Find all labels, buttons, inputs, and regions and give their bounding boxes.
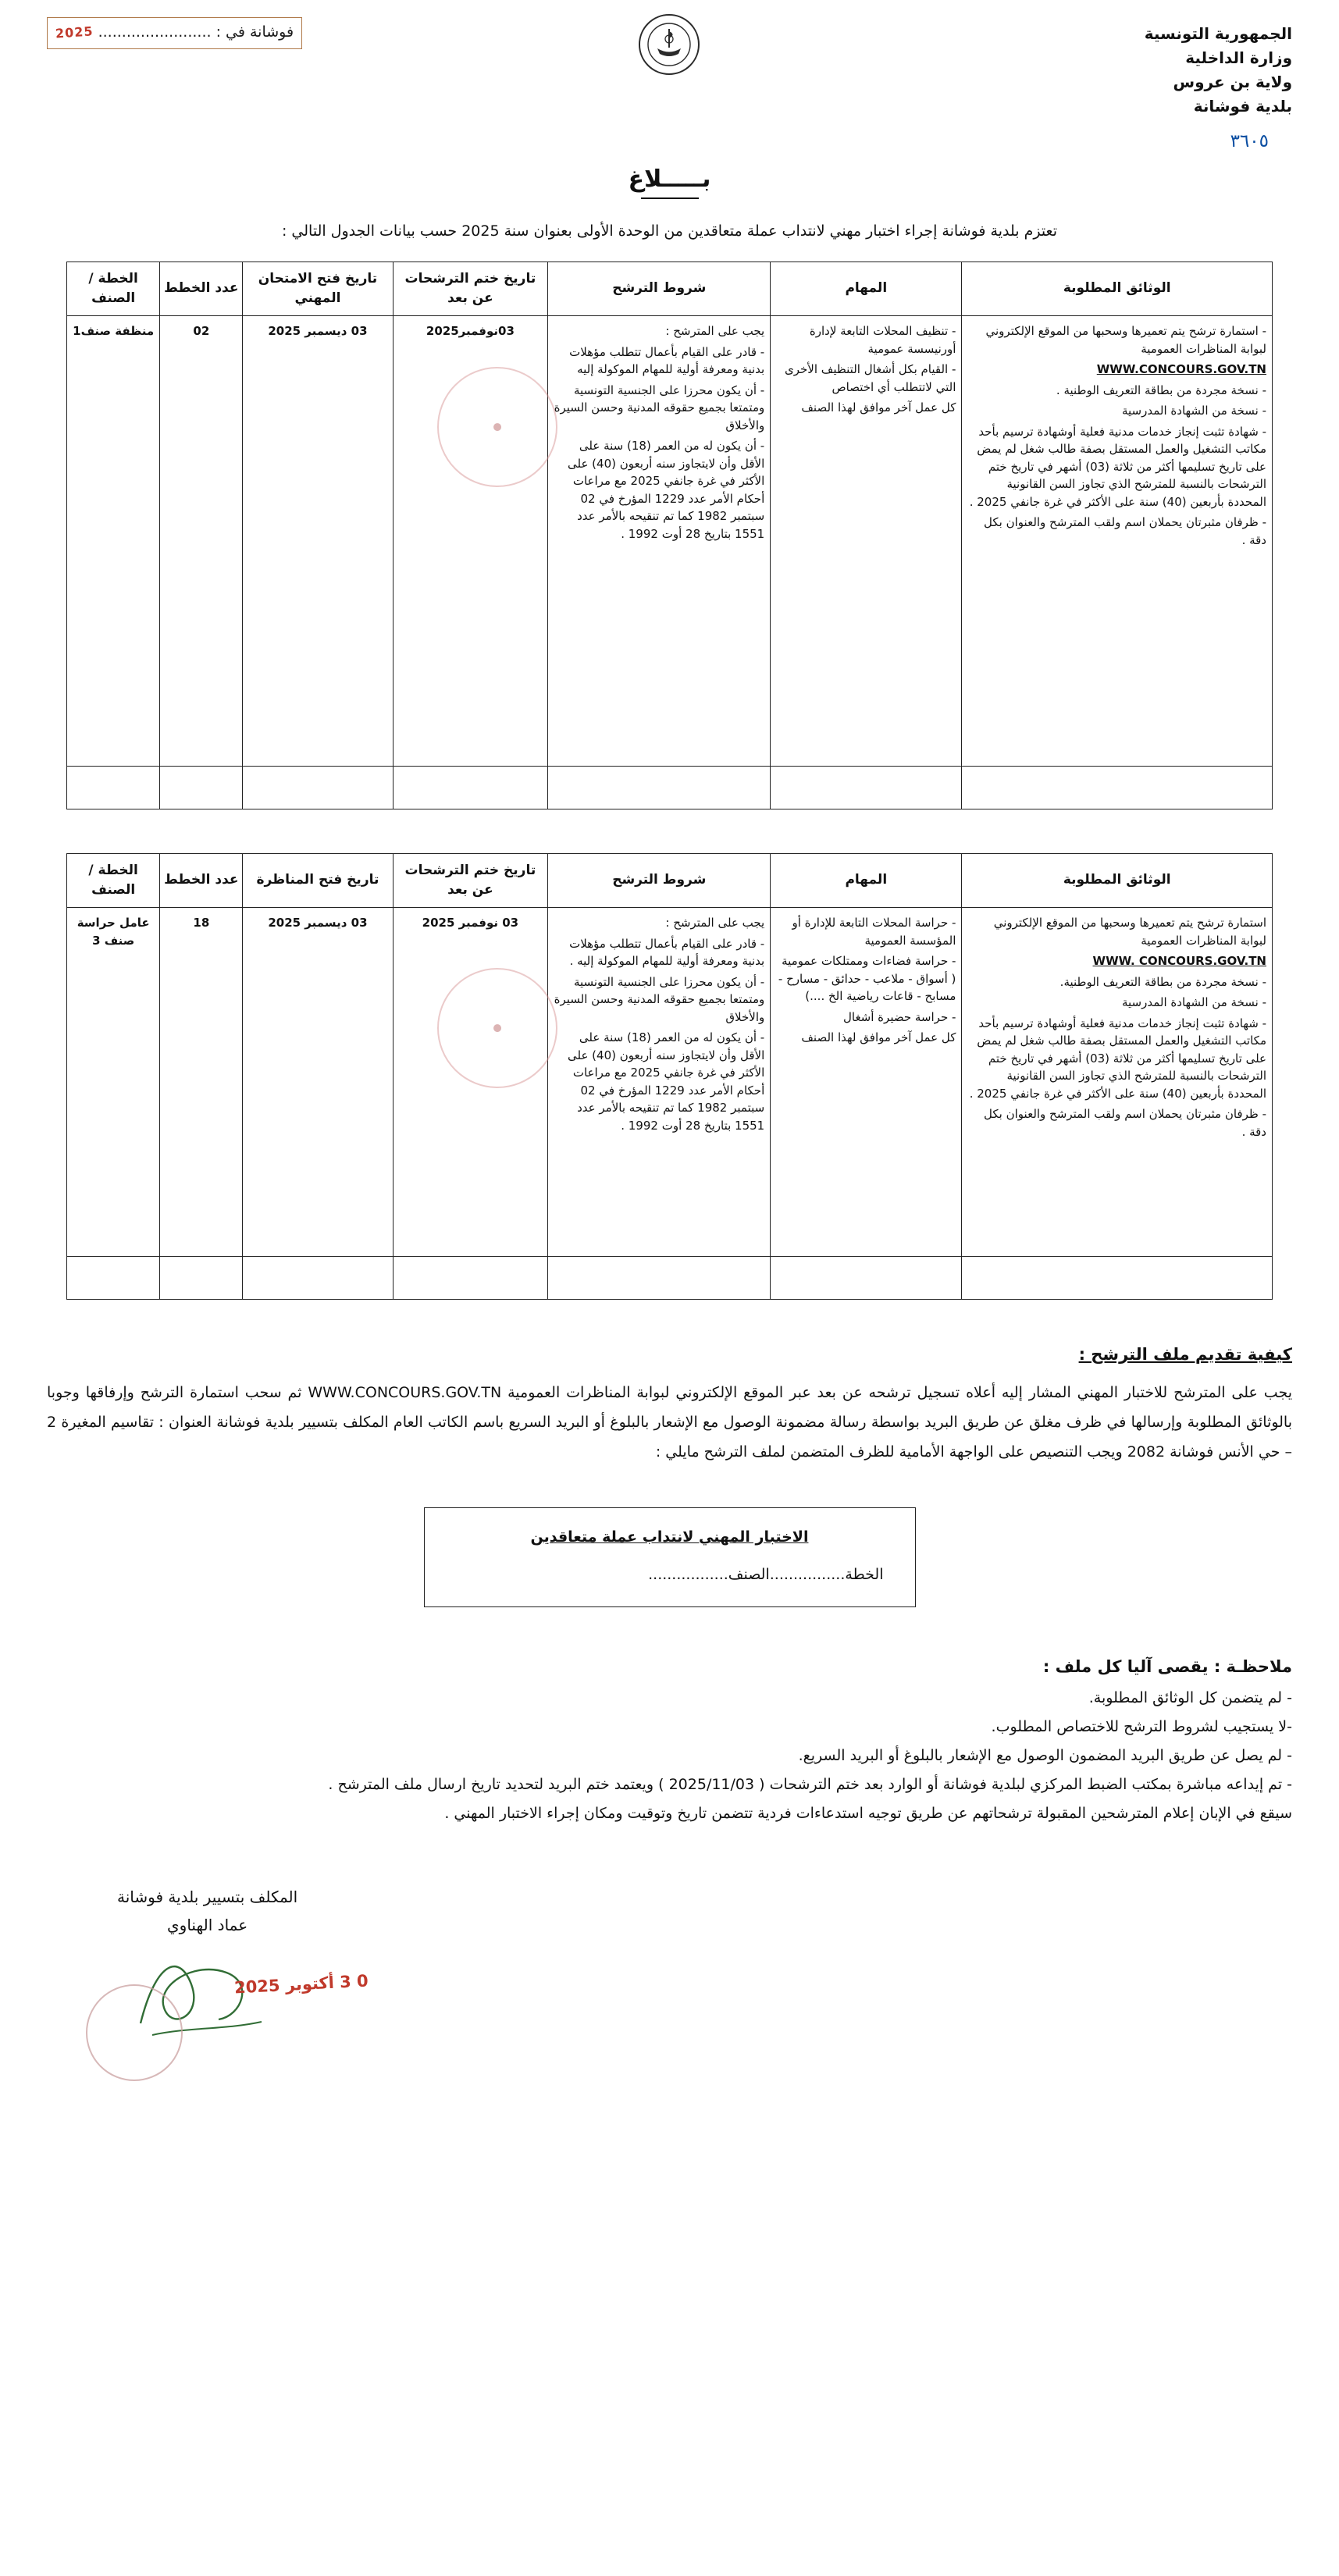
place-date-label: فوشانة في : ........................ [98,23,294,41]
table-row [67,316,1273,767]
th-close-date: تاريخ ختم الترشحات عن بعد [393,854,548,908]
governorate-line: ولاية بن عروس [1173,73,1292,91]
cell-missions [771,908,962,1257]
doc-item: - ظرفان مثبرتان يحملان اسم ولقب المترشح والعنوان بكل دقة . [984,1107,1266,1139]
mission-item: - حراسة حضيرة أشغال [842,1009,956,1024]
doc-item: - استمارة ترشح يتم تعميرها وسحبها من الموقع الإلكتروني لبوابة المناظرات العمومية [985,324,1266,356]
condition-item: - أن يكون محرزا على الجنسية التونسية ومتمتعا بجميع حقوقه المدنية وحسن السيرة والأخلاق [554,382,765,432]
cell-conditions [548,316,771,767]
seal-caption: ● [493,1022,502,1034]
envelope-fields [448,1566,892,1583]
how-to-apply-section [0,1345,1339,1467]
envelope-format-box [424,1507,916,1607]
note-item: سيقع في الإبان إعلام المترشحين المقبولة ترشحاتهم عن طريق توجيه استدعاءات فردية تتضمن تاريخ وتوقيت ومكان إجراء الاختبار المهني . [444,1805,1292,1823]
empty-cell [67,1257,160,1300]
table-1-wrapper [0,262,1339,809]
cell-missions [771,316,962,767]
cell-close-date: 03 نوفمبر 2025 [393,908,548,1257]
empty-cell [393,767,548,809]
doc-item: - شهادة تثبت إنجاز خدمات مدنية فعلية أوشهادة ترسيم بأحد مكاتب التشغيل والعمل المستقل بصفة طالب شغل لم يمض على تاريخ تسليمها أكثر من ثلاثة (03) أشهر في تاريخ ختم الترشحات بالنسبة للمترشح الذي تجاوز السن القانونية المحددة بأربعين (40) سنة على الأكثر في غرة جانفي 2025 . [969,424,1266,509]
doc-item: - نسخة مجردة من بطاقة التعريف الوطنية. [1059,974,1266,989]
condition-item: - قادر على القيام بأعمال تتطلب مؤهلات بدنية ومعرفة أولية للمهام الموكولة إليه . [569,936,765,968]
empty-cell [962,1257,1273,1300]
vacancy-table-2 [66,853,1273,1300]
doc-item: - نسخة من الشهادة المدرسية [1121,995,1266,1009]
th-conditions: شروط الترشح [548,854,771,908]
condition-item: - أن يكون محرزا على الجنسية التونسية ومتمتعا بجميع حقوقه المدنية وحسن السيرة والأخلاق [554,974,765,1024]
tables-gap [0,809,1339,853]
condition-item: - أن يكون له من العمر (18) سنة على الأقل وأن لايتجاوز سنه أربعون (40) على الأكثر في غرة جانفي 2025 مع مراعات أحكام الأمر عدد 1229 المؤرخ في 02 سبتمبر 1982 كما تم تنقيحه بالأمر عدد 1551 بتاريخ 28 أوت 1992 . [568,1030,765,1133]
doc-item: - شهادة تثبت إنجاز خدمات مدنية فعلية أوشهادة ترسيم بأحد مكاتب التشغيل والعمل المستقل بصفة طالب شغل لم يمض على تاريخ تسليمها أكثر من ثلاثة (03) أشهر في تاريخ ختم الترشحات بالنسبة للمترشح الذي تجاوز السن القانونية المحددة بأربعين (40) سنة على الأكثر في غرة جانفي 2025 . [969,1016,1266,1101]
handwritten-date: 2025 [55,23,94,41]
doc-item: - نسخة من الشهادة المدرسية [1121,404,1266,418]
condition-item: يجب على المترشح : [665,324,765,338]
concours-portal-link[interactable]: WWW.CONCOURS.GOV.TN [1096,362,1266,376]
cell-grade: عامل حراسة صنف 3 [67,908,160,1257]
table-header-row [67,854,1273,908]
note-item: - تم إيداعه مباشرة بمكتب الضبط المركزي لبلدية فوشانة أو الوارد بعد ختم الترشحات ( 2025/11/03 ) ويعتمد ختم البريد لتحديد تاريخ ارسال ملف المترشح . [328,1776,1292,1794]
table-empty-row [67,767,1273,809]
table-row [67,908,1273,1257]
note-item: - لم يتضمن كل الوثائق المطلوبة. [1088,1689,1292,1706]
note-item: -لا يستجيب لشروط الترشح للاختصاص المطلوب. [991,1718,1292,1736]
doc-item: - ظرفان مثبرتان يحملان اسم ولقب المترشح والعنوان بكل دقة . [984,515,1266,547]
notes-list [47,1684,1292,1828]
envelope-post-dots: ................ [769,1566,846,1583]
cell-grade: منظفة صنف1 [67,316,160,767]
condition-item: يجب على المترشح : [665,916,765,930]
th-missions: المهام [771,262,962,316]
document-header [0,0,1339,151]
emblem-container [640,14,700,73]
country-line: الجمهورية التونسية [1144,24,1292,43]
condition-item: - أن يكون له من العمر (18) سنة على الأقل وأن لايتجاوز سنه أربعون (40) على الأكثر في غرة جانفي 2025 مع مراعات أحكام الأمر عدد 1229 المؤرخ في 02 سبتمبر 1982 كما تم تنقيحه بالأمر عدد 1551 بتاريخ 28 أوت 1992 . [568,439,765,541]
municipality-line: بلدية فوشانة [1193,97,1292,116]
cell-documents [962,908,1273,1257]
th-documents: الوثائق المطلوبة [962,854,1273,908]
how-to-apply-text: يجب على المترشح للاختبار المهني المشار إليه أعلاه تسجيل ترشحه عن بعد عبر الموقع الإلكتروني لبوابة المناظرات العمومية WWW.CONCOURS.GOV.TN ثم سحب استمارة الترشح وإرفاقها وجوبا بالوثائق المطلوبة وإرسالها في ظرف مغلق عن طريق البريد بواسطة رسالة مضمونة الوصول مع الإشعار بالبلوغ أو البريد السريع باسم الكاتب العام المكلف بتسيير بلدية فوشانة العنوان : تقاسيم المغيرة 2 – حي الأنس فوشانة 2082 ويجب التنصيص على الواجهة الأمامية للظرف المتضمن لملف الترشح مايلي : [47,1384,1292,1461]
mission-item: - حراسة المحلات التابعة للإدارة أو المؤسسة العمومية [792,916,956,948]
signer-name: عماد الهناوي [167,1916,248,1935]
notes-section [0,1657,1339,1828]
ministry-block [1145,22,1292,119]
seal-caption: ● [493,421,502,433]
envelope-title: الاختبار المهني لانتداب عملة متعاقدين [530,1528,809,1546]
th-missions: المهام [771,854,962,908]
empty-cell [243,767,393,809]
th-count: عدد الخطط [160,854,243,908]
th-open-date: تاريخ فتح المناظرة [243,854,393,908]
notes-title: ملاحظـة : يقصى آليا كل ملف : [1042,1657,1292,1676]
place-date-stamp [47,17,302,49]
th-documents: الوثائق المطلوبة [962,262,1273,316]
empty-cell [160,1257,243,1300]
mission-item: كل عمل آخر موافق لهذا الصنف [801,1030,956,1044]
cell-count: 02 [160,316,243,767]
vacancy-table-1 [66,262,1273,809]
tunisia-emblem-icon [639,14,700,75]
th-close-date: تاريخ ختم الترشحات عن بعد [393,262,548,316]
cell-documents [962,316,1273,767]
ministry-line: وزارة الداخلية [1185,48,1292,67]
empty-cell [243,1257,393,1300]
intro-paragraph: تعتزم بلدية فوشانة إجراء اختبار مهني لانتداب عملة متعاقدين من الوحدة الأولى بعنوان سنة 2025 حسب بيانات الجدول التالي : [281,222,1058,240]
table-header-row [67,262,1273,316]
mission-item: - حراسة فضاءات وممتلكات عمومية ( أسواق - ملاعب - حدائق - مسارح - مسابح - قاعات رياضية الخ ....) [778,954,956,1003]
concours-portal-link[interactable]: WWW. CONCOURS.GOV.TN [1092,954,1266,968]
empty-cell [67,767,160,809]
th-grade: الخطة / الصنف [67,262,160,316]
th-conditions: شروط الترشح [548,262,771,316]
empty-cell [548,767,771,809]
empty-cell [160,767,243,809]
empty-cell [771,1257,962,1300]
mission-item: - القيام بكل أشغال التنظيف الأخرى التي لاتتطلب أي اختصاص [785,362,956,394]
th-open-date: تاريخ فتح الامتحان المهني [243,262,393,316]
doc-item: - نسخة مجردة من بطاقة التعريف الوطنية . [1056,382,1266,397]
table-2-wrapper [0,853,1339,1300]
envelope-grade-label: الصنف [728,1566,770,1583]
table-empty-row [67,1257,1273,1300]
signature-section [0,1883,1339,2062]
th-count: عدد الخطط [160,262,243,316]
condition-item: - قادر على القيام بأعمال تتطلب مؤهلات بدنية ومعرفة أولية للمهام الموكولة إليه [569,344,765,376]
doc-item: استمارة ترشح يتم تعميرها وسحبها من الموقع الإلكتروني لبوابة المناظرات العمومية [993,916,1266,948]
th-grade: الخطة / الصنف [67,854,160,908]
cell-count: 18 [160,908,243,1257]
empty-cell [771,767,962,809]
mission-item: - تنظيف المحلات التابعة لإدارة أورنيسسة عمومية [809,324,956,356]
signer-role: المكلف بتسيير بلدية فوشانة [117,1888,298,1907]
header-left-block [47,17,344,49]
envelope-grade-dots: ................. [648,1566,728,1583]
cell-open-date: 03 ديسمبر 2025 [243,908,393,1257]
cell-close-date: 03نوفمبر2025 [393,316,548,767]
empty-cell [393,1257,548,1300]
cell-conditions [548,908,771,1257]
reference-number: ٣٦٠٥ [1230,131,1269,151]
cell-open-date: 03 ديسمبر 2025 [243,316,393,767]
how-to-apply-title: كيفية تقديم ملف الترشح : [1078,1345,1292,1364]
page-title: بـــــلاغ [628,165,711,193]
note-item: - لم يصل عن طريق البريد المضمون الوصول مع الإشعار بالبلوغ أو البريد السريع. [798,1747,1292,1765]
envelope-post-label: الخطة [845,1566,884,1583]
empty-cell [962,767,1273,809]
title-divider [641,197,699,199]
signature-date-stamp: 0 3 أكتوبر 2025 [233,1971,369,1998]
empty-cell [548,1257,771,1300]
official-round-stamp [86,1984,183,2081]
mission-item: كل عمل آخر موافق لهذا الصنف [801,400,956,415]
